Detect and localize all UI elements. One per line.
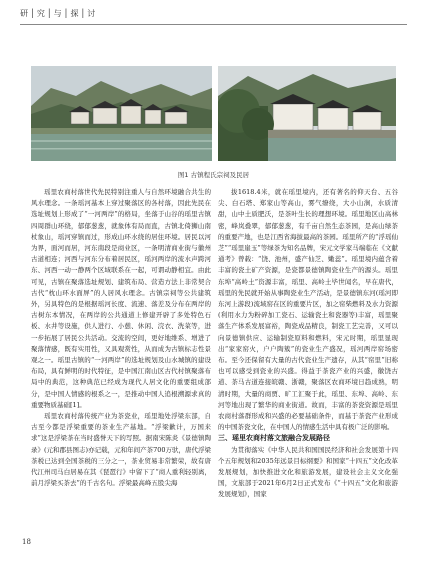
section-heading: 三、瑶里农商村落文旅融合发展路径: [218, 434, 330, 443]
body-paragraph: 瑶里农商村落世代先民特别注重人与自然环境融合共生的风水理念。一条瑶河基本上穿过聚落区的各村落，因此先民在选址规划上形成了“一河两岸”的格局，坐落于山谷的瑶里古镇四周群山环绕，郁郁葱葱，就象体有局而直，古镇北倚狮山南杖象山，瑶河穿镇而过，形成山环水绕的居住环境。居民以河为界，面河而居，河东南段是商业区，一条明清商业街与徽州古道相连；河西与河东分布着居民区，瑶河两岸的流水声跨河东、河西一动一静两个区域联系在一起，可谓动静相宜。由此可见，古镇在聚落选址规划、建筑布局、营造方法上非常契合古代“枕山环水面屏”的人居风水理念。古镇宗祠等公共建筑外，另具特色的是根据瑶河长度、流速、落差及分布在两岸的古树东本情况，在两岸的公共通道上修建开辟了多处特色石板、水井等设施，供人进行、小憩、休闲、浣衣、洗菜等，进一步拓展了居民公共活动。交流的空间，更好地维系、增进了聚落情感，既有实用性，又具观赏性，从而成为古镇标志性景观之一。瑶里古镇的“一河两岸”的选址规划及山水城镇的建设布局，具有鲜明的时代特征，是中国江南山区古代村镇聚落布局中的典范，这种典范已经成为现代人居文化的重要组成部分，是中国人情感的根系之一，是推动中国人追根溯源求真的重要物质基础[1]。: [31, 188, 211, 409]
right-text-column: [218, 187, 398, 501]
village-photo-right: [218, 66, 396, 161]
running-header: 研│究│与│探│讨: [20, 9, 98, 18]
body-paragraph: 瑶里农商村落传统产业为茶瓷业，瑶里地处浮梁东部，自古至今都是浮梁重要的茶业生产基地。“浮梁歉计，万国来求”这是浮梁茶在当时盛誉天下的写照。据南宋陈炎《景德镇陶录》(元和郡县图志)亦记载，元和年间产茶700万驮，唐代浮梁茶税已达到全国茶税的三分之一，茶业贸易非常繁荣，故有唐代江州司马白居易在其《琵琶行》中留下了“商人重利轻别离，前月浮梁买茶去”的千古名句。浮梁最高峰五股尖海: [31, 412, 211, 488]
header-rule: [20, 24, 407, 25]
figure-caption: 图1 古镇程氏宗祠及民居: [177, 171, 250, 179]
body-paragraph: 拔1618.4米，就在瑶里境内，还有著名的仰天台、五谷尖、白石塔、郑家山等高山，雾气缭绕，大小山涧，水质清甜，山中土质肥沃，是茶叶生长的理想环境。瑶里地区山高林密，峰岚叠翠，郁郁葱葱，有千亩自然生态茶园，是高山绿茶的重要产地，也是江西省海拔最高的茶园。瑶里所产的“浮瑶仙芝”“瑶里崖玉”等绿茶为知名品牌，宋元文学家马端临在《文献通考》曾载：“饶、池州，盛产仙芝、嫩蕊”。瑶里境内蕴含着丰富的瓷土矿产资源，是瓷都景德镇陶瓷业生产的源头。瑶里东埠“高岭土”资源丰富，瑶里、高岭土毕世闻名，早在唐代，瑶里的先民就开始从事陶瓷业生产活动，是景德镇东河(瑶河即东河上游段)流域窑在区的重要片区，加之窑柴燃料及水力资源(利用水力为粉碎加工瓷石、运输瓷土和瓷器等)丰富，瑶里聚落生产体系发展富裕，陶瓷成品精良，制瓷工艺完善，又可以向景德镇供应、运输制瓷原料和燃料，宋元时期，瑶里显现出“家家窑火，户户陶簇”的瓷业生产盛况，瑶河两岸窑场密布。至今还保留有大量的古代瓷业生产遗存，从其“窑里”旧称也可以感受到瓷业的兴盛。得益于茶瓷产业的兴盛，徽饶古道、茶马古道连接皖赣、浙赣，聚落区农商环境日趋成熟，明清时期，大量的商贾、旷工汇聚于此，瑶里、东埠、高岭、东河等地出现了繁华的商业街道。故而，丰富的茶瓷资源是瑶里农商村落群形成和兴盛的必要基础条件，而基于茶瓷产业形成的中国茶瓷文化，在中国人的情感生活中具有极广泛的影响。: [218, 188, 398, 432]
left-text-column: [31, 187, 211, 489]
page-number: 18: [22, 538, 31, 546]
body-paragraph: 为贯彻落实《中华人民共和国国民经济和社会发展第十四个五年规划和2035年远景目标纲要》和国家“十四五”文化改革发展规划，加快推进文化和旅游发展，建设社会主义文化强国，文旅部于2021年6月2日正式发布《“十四五”文化和旅游发展规划》，国家: [218, 445, 398, 499]
village-photo-left: [31, 66, 212, 161]
